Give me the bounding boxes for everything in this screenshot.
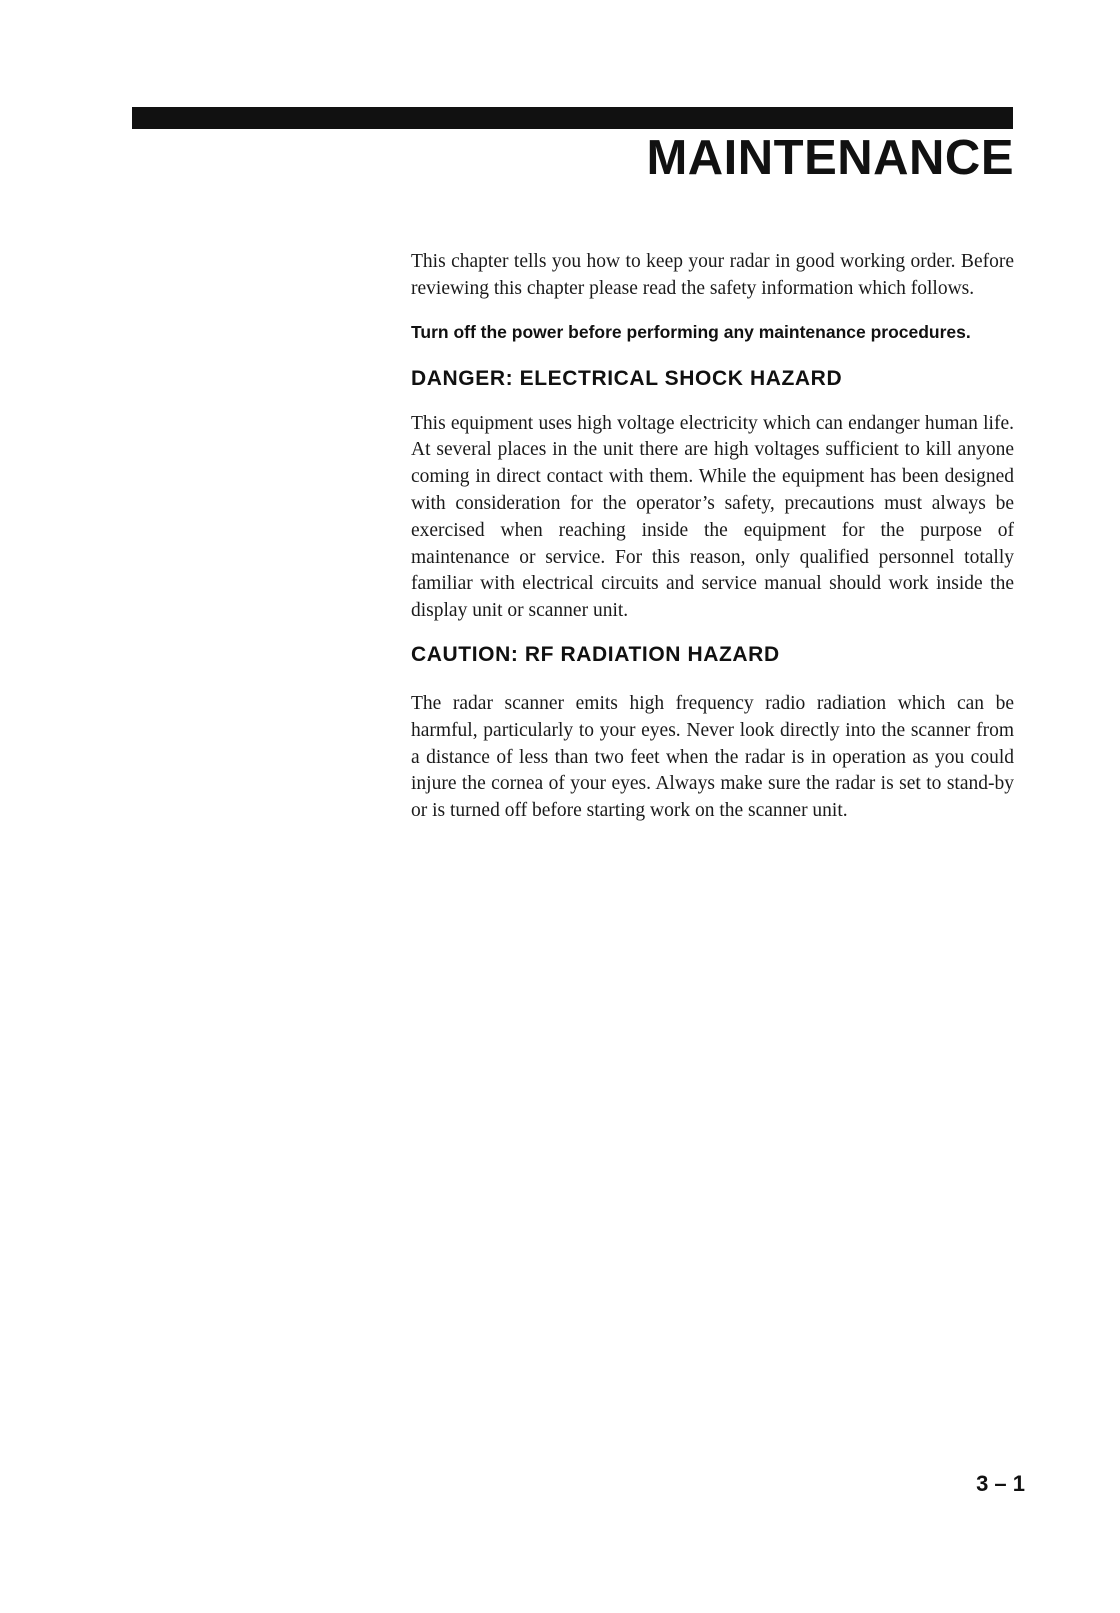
chapter-header-rule bbox=[132, 107, 1013, 129]
caution-heading: CAUTION: RF RADIATION HAZARD bbox=[411, 642, 780, 666]
danger-paragraph: This equipment uses high voltage electricity which can endanger human life. At several places in the unit there are high voltages sufficient to kill anyone coming in direct contact with them. While the equipment has been designed with consideration for the operator’s safety, precautions must always be exercised when reaching inside the equipment for the purpose of maintenance or service. For this reason, only qualified personnel totally familiar with electrical circuits and service manual should work inside the display unit or scanner unit. bbox=[411, 412, 1014, 622]
intro-paragraph: This chapter tells you how to keep your radar in good working order. Before reviewing this chapter please read the safety information which follows. bbox=[411, 251, 1014, 299]
danger-heading: DANGER: ELECTRICAL SHOCK HAZARD bbox=[411, 366, 843, 390]
chapter-title: MAINTENANCE bbox=[646, 131, 1014, 185]
caution-paragraph: The radar scanner emits high frequency radio radiation which can be harmful, particularly to your eyes. Never look directly into the scanner from a distance of less than two feet when the radar is in operation as you could injure the cornea of your eyes. Always make sure the radar is set to stand-by or is turned off before starting work on the scanner unit. bbox=[411, 692, 1014, 822]
chapter-content bbox=[411, 249, 1014, 825]
power-off-warning: Turn off the power before performing any maintenance procedures. bbox=[411, 321, 971, 342]
page-number: 3 – 1 bbox=[976, 1471, 1025, 1496]
